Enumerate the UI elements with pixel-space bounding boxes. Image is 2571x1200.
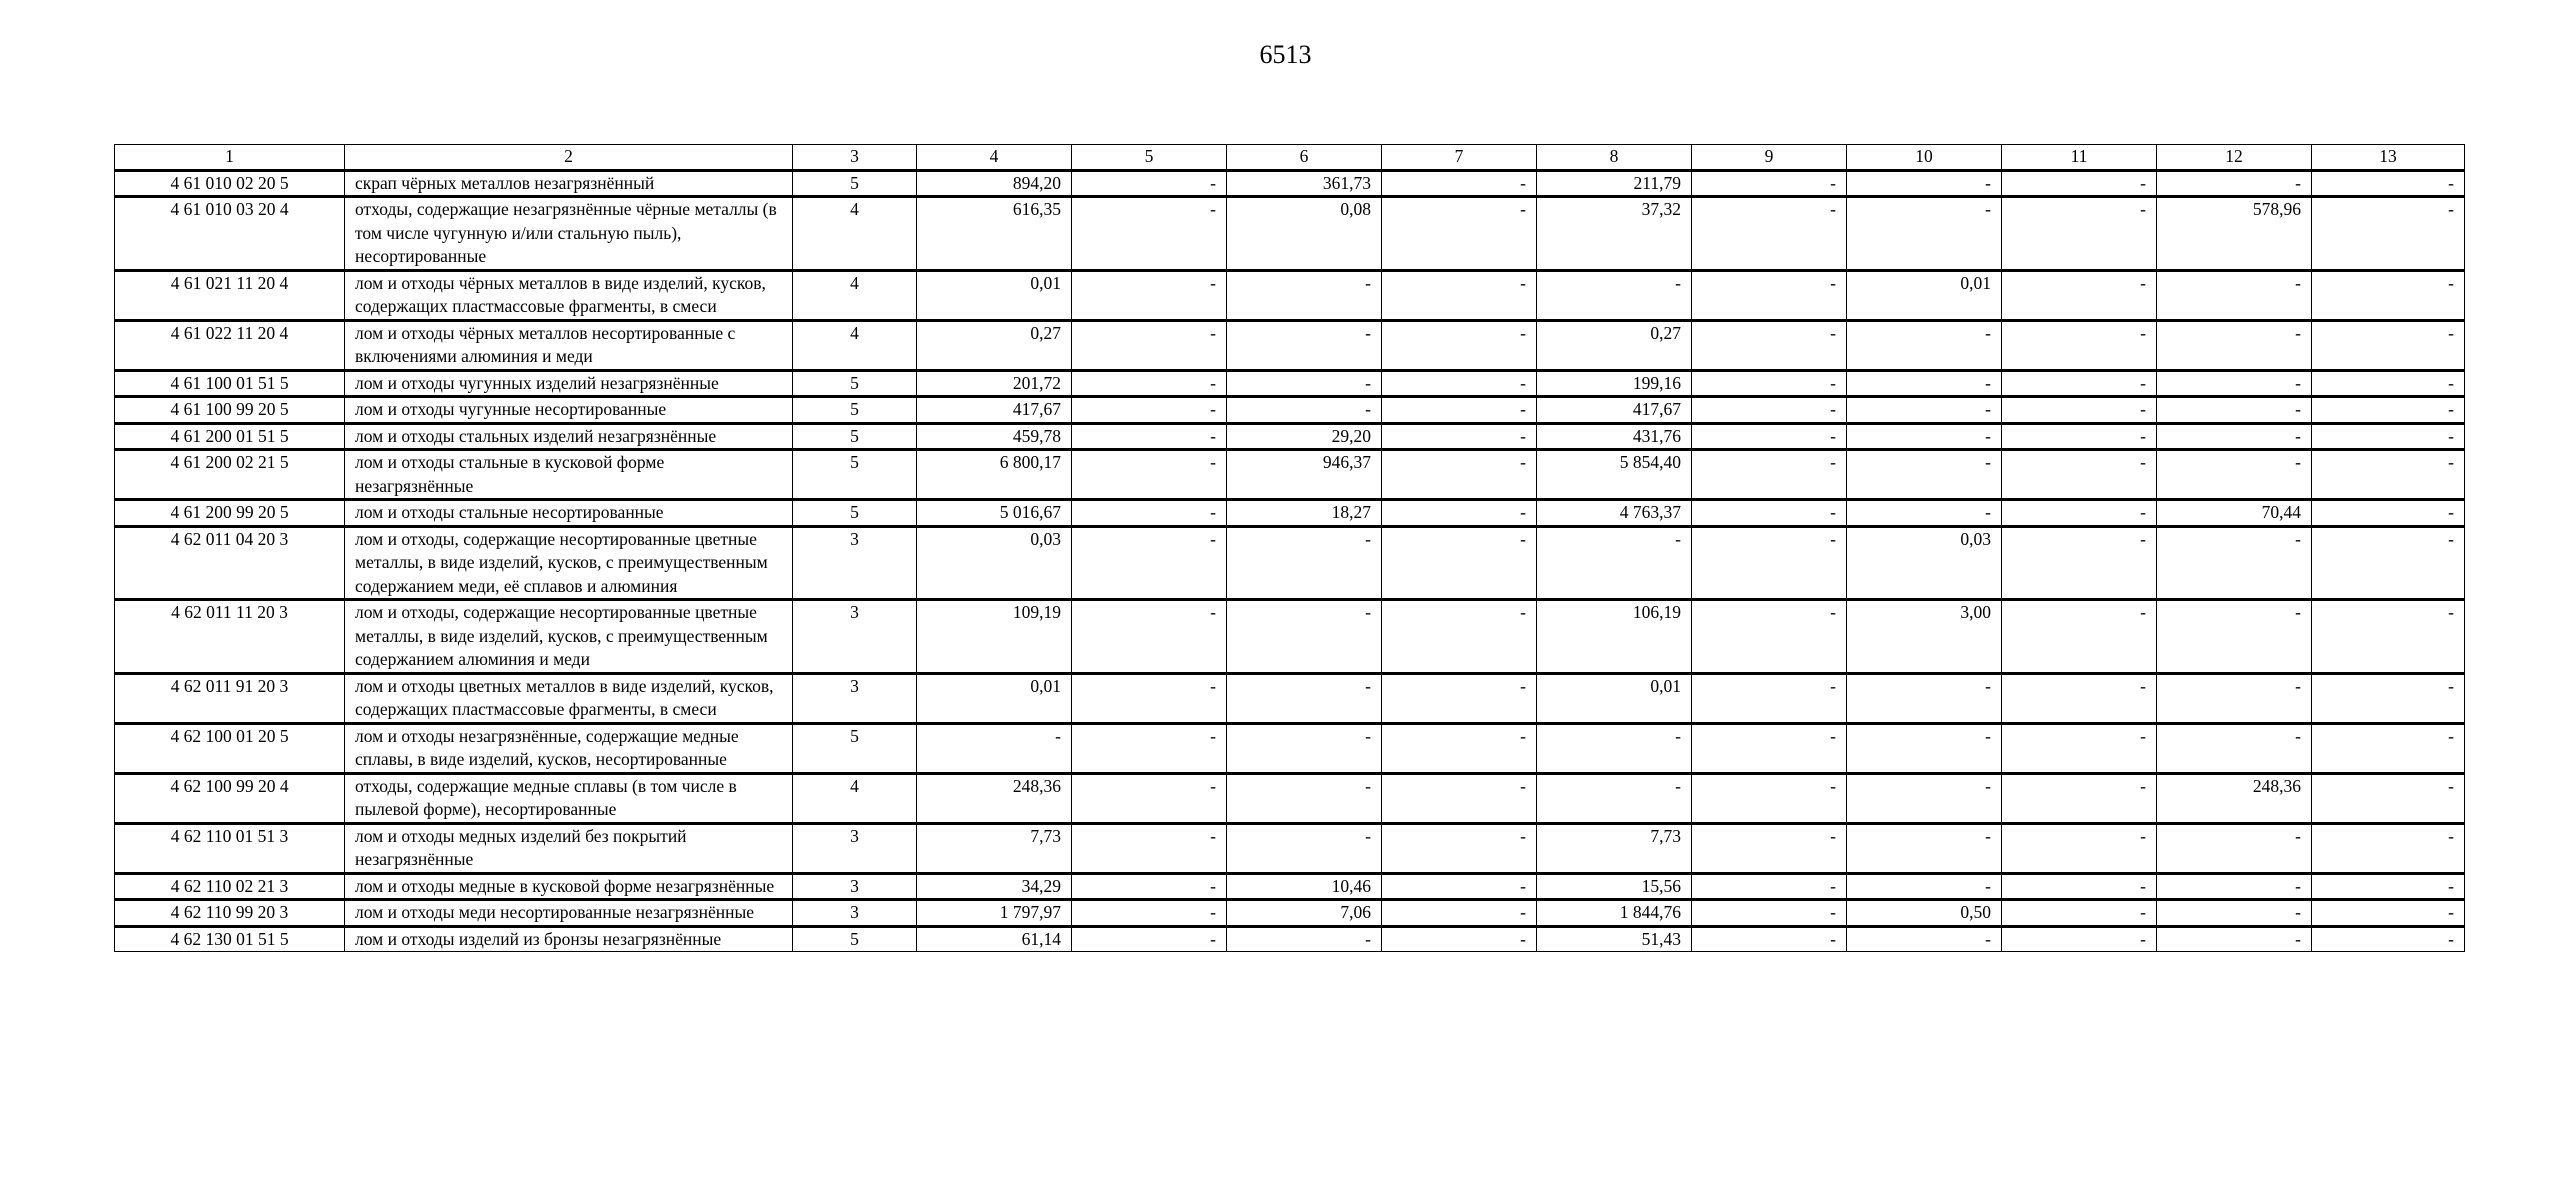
value-col-7: - — [1382, 500, 1537, 527]
waste-name: лом и отходы меди несортированные незагрязнённые — [345, 900, 793, 927]
value-col-6: 29,20 — [1227, 423, 1382, 450]
value-col-10: 3,00 — [1847, 600, 2002, 674]
value-col-10: 0,03 — [1847, 526, 2002, 600]
waste-name: лом и отходы медных изделий без покрытий незагрязнённые — [345, 823, 793, 873]
value-col-9: - — [1692, 873, 1847, 900]
value-col-10: - — [1847, 926, 2002, 952]
value-col-9: - — [1692, 600, 1847, 674]
value-col-6: - — [1227, 673, 1382, 723]
hazard-class: 5 — [793, 170, 917, 197]
value-col-13: - — [2312, 723, 2465, 773]
table-row — [115, 773, 2465, 823]
hazard-class: 5 — [793, 397, 917, 424]
value-col-9: - — [1692, 526, 1847, 600]
hazard-class: 3 — [793, 673, 917, 723]
value-col-12: - — [2157, 397, 2312, 424]
value-col-9: - — [1692, 673, 1847, 723]
value-col-10: - — [1847, 723, 2002, 773]
column-header-1: 1 — [115, 145, 345, 171]
value-col-12: - — [2157, 673, 2312, 723]
value-col-12: 70,44 — [2157, 500, 2312, 527]
table-row — [115, 450, 2465, 500]
value-col-9: - — [1692, 723, 1847, 773]
hazard-class: 4 — [793, 320, 917, 370]
waste-code: 4 62 110 02 21 3 — [115, 873, 345, 900]
value-col-4: - — [917, 723, 1072, 773]
value-col-4: 34,29 — [917, 873, 1072, 900]
column-header-3: 3 — [793, 145, 917, 171]
value-col-11: - — [2002, 926, 2157, 952]
value-col-10: - — [1847, 423, 2002, 450]
hazard-class: 5 — [793, 500, 917, 527]
value-col-10: - — [1847, 823, 2002, 873]
value-col-13: - — [2312, 900, 2465, 927]
waste-code: 4 61 022 11 20 4 — [115, 320, 345, 370]
value-col-5: - — [1072, 197, 1227, 271]
value-col-6: 946,37 — [1227, 450, 1382, 500]
hazard-class: 3 — [793, 900, 917, 927]
value-col-5: - — [1072, 397, 1227, 424]
value-col-4: 7,73 — [917, 823, 1072, 873]
waste-name: лом и отходы стальные несортированные — [345, 500, 793, 527]
value-col-11: - — [2002, 320, 2157, 370]
hazard-class: 5 — [793, 450, 917, 500]
value-col-6: - — [1227, 270, 1382, 320]
waste-name: лом и отходы, содержащие несортированные цветные металлы, в виде изделий, кусков, с преимущественным содержанием меди, её сплавов и алюминия — [345, 526, 793, 600]
value-col-6: 0,08 — [1227, 197, 1382, 271]
value-col-11: - — [2002, 500, 2157, 527]
value-col-12: - — [2157, 370, 2312, 397]
value-col-11: - — [2002, 450, 2157, 500]
waste-code: 4 62 100 01 20 5 — [115, 723, 345, 773]
hazard-class: 3 — [793, 526, 917, 600]
value-col-5: - — [1072, 170, 1227, 197]
value-col-4: 459,78 — [917, 423, 1072, 450]
column-header-9: 9 — [1692, 145, 1847, 171]
value-col-12: - — [2157, 600, 2312, 674]
value-col-12: - — [2157, 270, 2312, 320]
value-col-8: 0,01 — [1537, 673, 1692, 723]
value-col-12: - — [2157, 900, 2312, 927]
waste-code: 4 61 200 01 51 5 — [115, 423, 345, 450]
waste-name: лом и отходы чёрных металлов в виде изделий, кусков, содержащих пластмассовые фрагменты, в смеси — [345, 270, 793, 320]
hazard-class: 5 — [793, 370, 917, 397]
value-col-9: - — [1692, 270, 1847, 320]
value-col-6: - — [1227, 370, 1382, 397]
waste-name: отходы, содержащие медные сплавы (в том числе в пылевой форме), несортированные — [345, 773, 793, 823]
table-row — [115, 197, 2465, 271]
waste-name: лом и отходы чугунных изделий незагрязнённые — [345, 370, 793, 397]
waste-table — [114, 144, 2465, 952]
waste-code: 4 62 011 11 20 3 — [115, 600, 345, 674]
value-col-12: - — [2157, 423, 2312, 450]
value-col-11: - — [2002, 270, 2157, 320]
table-row — [115, 873, 2465, 900]
value-col-7: - — [1382, 600, 1537, 674]
value-col-8: 4 763,37 — [1537, 500, 1692, 527]
value-col-5: - — [1072, 600, 1227, 674]
value-col-10: 0,01 — [1847, 270, 2002, 320]
waste-name: скрап чёрных металлов незагрязнённый — [345, 170, 793, 197]
waste-code: 4 61 010 03 20 4 — [115, 197, 345, 271]
value-col-7: - — [1382, 423, 1537, 450]
value-col-7: - — [1382, 900, 1537, 927]
waste-name: лом и отходы незагрязнённые, содержащие медные сплавы, в виде изделий, кусков, несортированные — [345, 723, 793, 773]
value-col-12: - — [2157, 526, 2312, 600]
value-col-6: - — [1227, 320, 1382, 370]
value-col-5: - — [1072, 926, 1227, 952]
value-col-7: - — [1382, 197, 1537, 271]
value-col-13: - — [2312, 773, 2465, 823]
value-col-12: - — [2157, 926, 2312, 952]
table-row — [115, 673, 2465, 723]
table-row — [115, 423, 2465, 450]
waste-name: лом и отходы чугунные несортированные — [345, 397, 793, 424]
value-col-11: - — [2002, 423, 2157, 450]
header-row — [115, 145, 2465, 171]
value-col-13: - — [2312, 673, 2465, 723]
value-col-13: - — [2312, 197, 2465, 271]
value-col-11: - — [2002, 197, 2157, 271]
waste-name: лом и отходы цветных металлов в виде изделий, кусков, содержащих пластмассовые фрагменты, в смеси — [345, 673, 793, 723]
value-col-8: 1 844,76 — [1537, 900, 1692, 927]
value-col-5: - — [1072, 450, 1227, 500]
value-col-11: - — [2002, 673, 2157, 723]
value-col-10: - — [1847, 673, 2002, 723]
column-header-13: 13 — [2312, 145, 2465, 171]
table-row — [115, 526, 2465, 600]
hazard-class: 4 — [793, 197, 917, 271]
column-header-6: 6 — [1227, 145, 1382, 171]
value-col-9: - — [1692, 197, 1847, 271]
value-col-4: 0,01 — [917, 270, 1072, 320]
value-col-12: - — [2157, 723, 2312, 773]
value-col-8: 5 854,40 — [1537, 450, 1692, 500]
value-col-11: - — [2002, 170, 2157, 197]
column-header-7: 7 — [1382, 145, 1537, 171]
value-col-12: - — [2157, 320, 2312, 370]
value-col-5: - — [1072, 526, 1227, 600]
table-header — [115, 145, 2465, 171]
column-header-10: 10 — [1847, 145, 2002, 171]
value-col-9: - — [1692, 773, 1847, 823]
column-header-11: 11 — [2002, 145, 2157, 171]
waste-name: лом и отходы стальных изделий незагрязнённые — [345, 423, 793, 450]
value-col-9: - — [1692, 170, 1847, 197]
value-col-8: 37,32 — [1537, 197, 1692, 271]
value-col-5: - — [1072, 320, 1227, 370]
waste-name: отходы, содержащие незагрязнённые чёрные металлы (в том числе чугунную и/или стальную пыль), несортированные — [345, 197, 793, 271]
value-col-7: - — [1382, 926, 1537, 952]
waste-code: 4 61 200 99 20 5 — [115, 500, 345, 527]
value-col-6: - — [1227, 526, 1382, 600]
value-col-11: - — [2002, 723, 2157, 773]
value-col-4: 6 800,17 — [917, 450, 1072, 500]
value-col-10: - — [1847, 370, 2002, 397]
value-col-6: - — [1227, 723, 1382, 773]
value-col-6: - — [1227, 600, 1382, 674]
value-col-8: - — [1537, 526, 1692, 600]
table-row — [115, 900, 2465, 927]
value-col-4: 201,72 — [917, 370, 1072, 397]
value-col-13: - — [2312, 526, 2465, 600]
column-header-5: 5 — [1072, 145, 1227, 171]
value-col-10: - — [1847, 773, 2002, 823]
value-col-10: - — [1847, 450, 2002, 500]
waste-name: лом и отходы чёрных металлов несортированные с включениями алюминия и меди — [345, 320, 793, 370]
column-header-12: 12 — [2157, 145, 2312, 171]
waste-code: 4 61 021 11 20 4 — [115, 270, 345, 320]
value-col-13: - — [2312, 450, 2465, 500]
value-col-12: 248,36 — [2157, 773, 2312, 823]
value-col-8: 15,56 — [1537, 873, 1692, 900]
value-col-8: 199,16 — [1537, 370, 1692, 397]
value-col-12: - — [2157, 873, 2312, 900]
value-col-10: - — [1847, 397, 2002, 424]
value-col-9: - — [1692, 397, 1847, 424]
table-row — [115, 723, 2465, 773]
value-col-12: - — [2157, 450, 2312, 500]
value-col-13: - — [2312, 423, 2465, 450]
value-col-4: 5 016,67 — [917, 500, 1072, 527]
table-row — [115, 170, 2465, 197]
value-col-5: - — [1072, 270, 1227, 320]
value-col-11: - — [2002, 773, 2157, 823]
value-col-5: - — [1072, 500, 1227, 527]
value-col-7: - — [1382, 723, 1537, 773]
value-col-6: - — [1227, 926, 1382, 952]
hazard-class: 5 — [793, 926, 917, 952]
value-col-11: - — [2002, 370, 2157, 397]
value-col-5: - — [1072, 370, 1227, 397]
table-row — [115, 370, 2465, 397]
value-col-9: - — [1692, 500, 1847, 527]
value-col-7: - — [1382, 320, 1537, 370]
hazard-class: 3 — [793, 600, 917, 674]
value-col-4: 894,20 — [917, 170, 1072, 197]
value-col-5: - — [1072, 673, 1227, 723]
value-col-8: 106,19 — [1537, 600, 1692, 674]
value-col-11: - — [2002, 600, 2157, 674]
value-col-13: - — [2312, 926, 2465, 952]
value-col-7: - — [1382, 270, 1537, 320]
waste-code: 4 61 200 02 21 5 — [115, 450, 345, 500]
value-col-13: - — [2312, 600, 2465, 674]
value-col-12: - — [2157, 823, 2312, 873]
value-col-8: 431,76 — [1537, 423, 1692, 450]
value-col-8: - — [1537, 723, 1692, 773]
table-row — [115, 397, 2465, 424]
value-col-5: - — [1072, 823, 1227, 873]
value-col-9: - — [1692, 926, 1847, 952]
value-col-4: 109,19 — [917, 600, 1072, 674]
value-col-12: - — [2157, 170, 2312, 197]
value-col-4: 61,14 — [917, 926, 1072, 952]
value-col-4: 0,27 — [917, 320, 1072, 370]
value-col-7: - — [1382, 397, 1537, 424]
table-row — [115, 270, 2465, 320]
value-col-4: 616,35 — [917, 197, 1072, 271]
value-col-11: - — [2002, 526, 2157, 600]
waste-code: 4 61 100 99 20 5 — [115, 397, 345, 424]
value-col-5: - — [1072, 873, 1227, 900]
value-col-4: 0,03 — [917, 526, 1072, 600]
value-col-7: - — [1382, 370, 1537, 397]
waste-code: 4 62 100 99 20 4 — [115, 773, 345, 823]
value-col-9: - — [1692, 823, 1847, 873]
value-col-4: 417,67 — [917, 397, 1072, 424]
value-col-6: 18,27 — [1227, 500, 1382, 527]
value-col-4: 1 797,97 — [917, 900, 1072, 927]
value-col-5: - — [1072, 900, 1227, 927]
value-col-6: - — [1227, 823, 1382, 873]
waste-code: 4 62 110 99 20 3 — [115, 900, 345, 927]
value-col-7: - — [1382, 773, 1537, 823]
waste-code: 4 62 011 04 20 3 — [115, 526, 345, 600]
hazard-class: 3 — [793, 823, 917, 873]
value-col-7: - — [1382, 526, 1537, 600]
page-number: 6513 — [1259, 40, 1312, 69]
waste-name: лом и отходы стальные в кусковой форме незагрязнённые — [345, 450, 793, 500]
value-col-11: - — [2002, 397, 2157, 424]
waste-code: 4 61 010 02 20 5 — [115, 170, 345, 197]
value-col-6: - — [1227, 773, 1382, 823]
value-col-12: 578,96 — [2157, 197, 2312, 271]
table-row — [115, 926, 2465, 952]
value-col-9: - — [1692, 423, 1847, 450]
value-col-8: 211,79 — [1537, 170, 1692, 197]
value-col-13: - — [2312, 823, 2465, 873]
value-col-6: 10,46 — [1227, 873, 1382, 900]
value-col-8: 51,43 — [1537, 926, 1692, 952]
value-col-5: - — [1072, 723, 1227, 773]
value-col-7: - — [1382, 170, 1537, 197]
value-col-13: - — [2312, 170, 2465, 197]
value-col-13: - — [2312, 873, 2465, 900]
waste-code: 4 62 011 91 20 3 — [115, 673, 345, 723]
value-col-4: 248,36 — [917, 773, 1072, 823]
column-header-2: 2 — [345, 145, 793, 171]
waste-code: 4 61 100 01 51 5 — [115, 370, 345, 397]
table-row — [115, 500, 2465, 527]
table-row — [115, 320, 2465, 370]
value-col-8: 417,67 — [1537, 397, 1692, 424]
value-col-11: - — [2002, 900, 2157, 927]
waste-name: лом и отходы, содержащие несортированные цветные металлы, в виде изделий, кусков, с преимущественным содержанием алюминия и меди — [345, 600, 793, 674]
table-row — [115, 600, 2465, 674]
column-header-4: 4 — [917, 145, 1072, 171]
hazard-class: 3 — [793, 873, 917, 900]
value-col-10: - — [1847, 170, 2002, 197]
value-col-7: - — [1382, 823, 1537, 873]
hazard-class: 5 — [793, 723, 917, 773]
value-col-8: - — [1537, 773, 1692, 823]
value-col-5: - — [1072, 773, 1227, 823]
value-col-10: - — [1847, 320, 2002, 370]
value-col-10: - — [1847, 197, 2002, 271]
value-col-13: - — [2312, 370, 2465, 397]
value-col-5: - — [1072, 423, 1227, 450]
value-col-9: - — [1692, 450, 1847, 500]
hazard-class: 5 — [793, 423, 917, 450]
value-col-8: 7,73 — [1537, 823, 1692, 873]
value-col-9: - — [1692, 320, 1847, 370]
value-col-6: - — [1227, 397, 1382, 424]
value-col-7: - — [1382, 450, 1537, 500]
value-col-7: - — [1382, 673, 1537, 723]
value-col-6: 361,73 — [1227, 170, 1382, 197]
value-col-8: 0,27 — [1537, 320, 1692, 370]
value-col-10: - — [1847, 500, 2002, 527]
waste-name: лом и отходы медные в кусковой форме незагрязнённые — [345, 873, 793, 900]
hazard-class: 4 — [793, 773, 917, 823]
waste-code: 4 62 130 01 51 5 — [115, 926, 345, 952]
value-col-13: - — [2312, 500, 2465, 527]
value-col-13: - — [2312, 320, 2465, 370]
value-col-4: 0,01 — [917, 673, 1072, 723]
value-col-9: - — [1692, 370, 1847, 397]
value-col-8: - — [1537, 270, 1692, 320]
value-col-9: - — [1692, 900, 1847, 927]
table-row — [115, 823, 2465, 873]
waste-code: 4 62 110 01 51 3 — [115, 823, 345, 873]
value-col-6: 7,06 — [1227, 900, 1382, 927]
waste-name: лом и отходы изделий из бронзы незагрязнённые — [345, 926, 793, 952]
value-col-11: - — [2002, 873, 2157, 900]
value-col-13: - — [2312, 270, 2465, 320]
value-col-7: - — [1382, 873, 1537, 900]
value-col-11: - — [2002, 823, 2157, 873]
value-col-10: - — [1847, 873, 2002, 900]
table-body — [115, 170, 2465, 952]
value-col-10: 0,50 — [1847, 900, 2002, 927]
hazard-class: 4 — [793, 270, 917, 320]
column-header-8: 8 — [1537, 145, 1692, 171]
value-col-13: - — [2312, 397, 2465, 424]
